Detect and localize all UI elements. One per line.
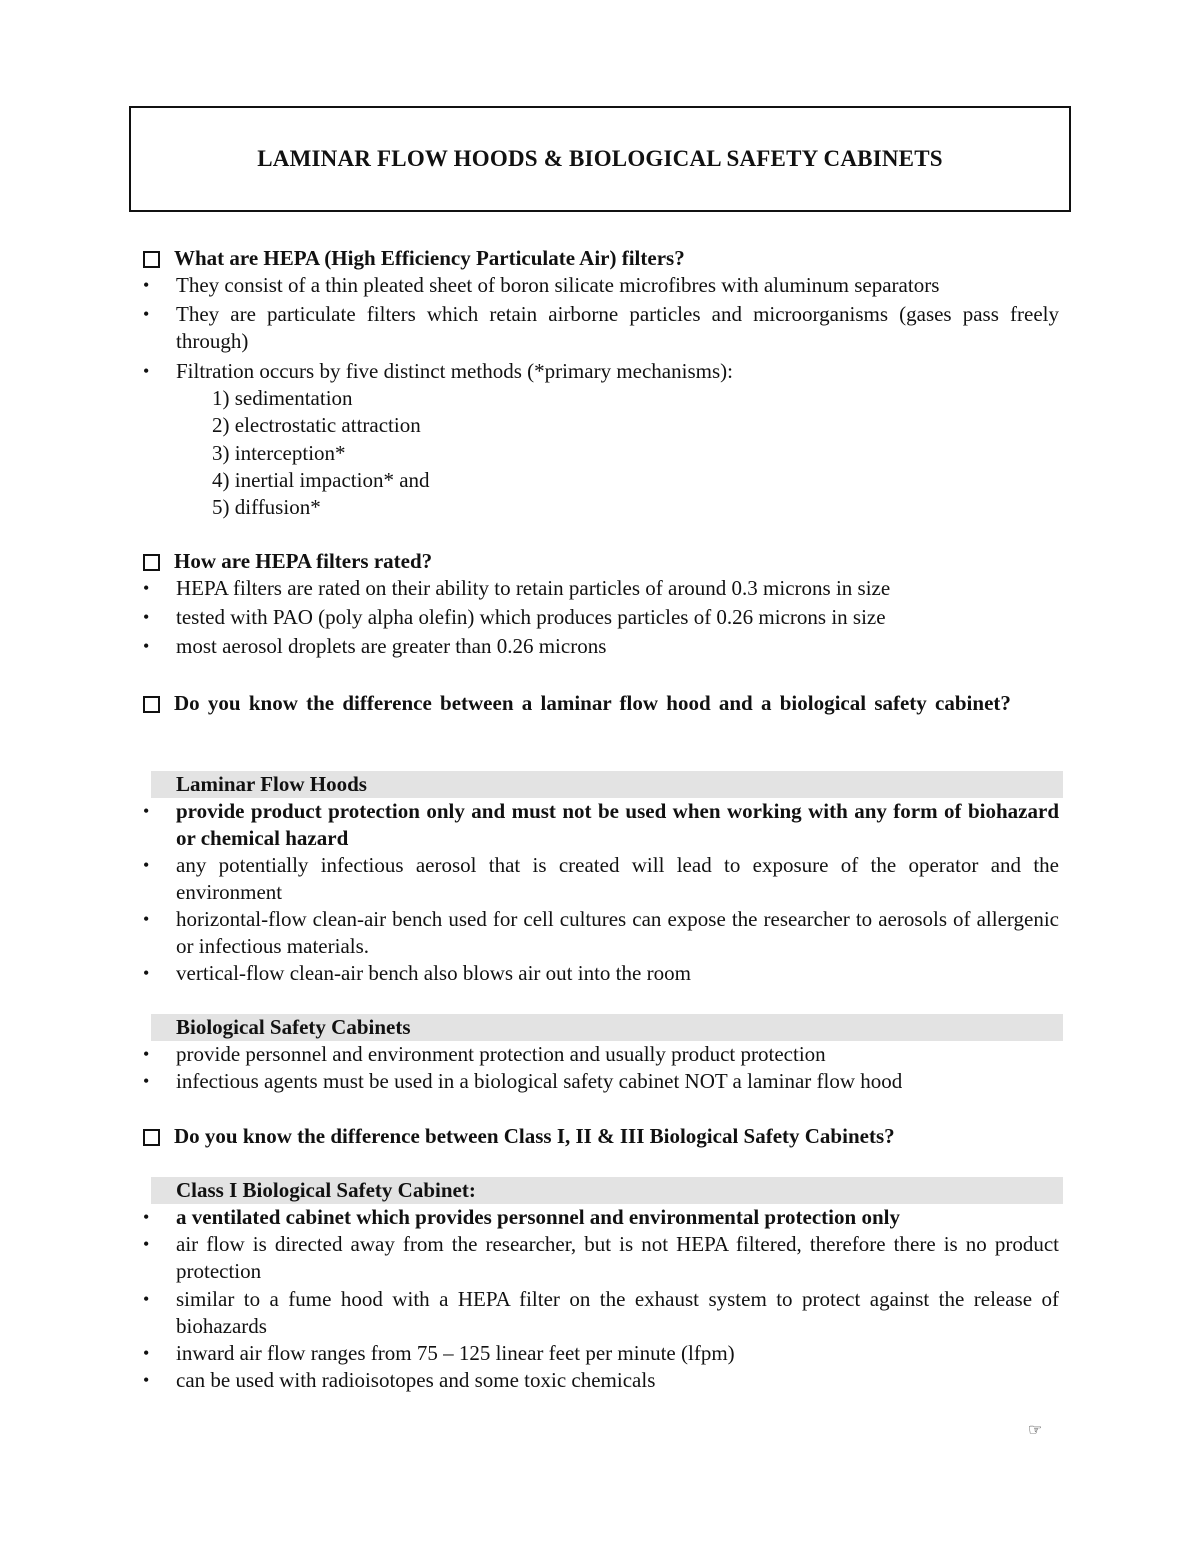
checkbox-icon (143, 1129, 160, 1146)
list-item (143, 1204, 1059, 1231)
list-item (143, 575, 1059, 602)
method-item: 5) diffusion* (212, 495, 321, 519)
bullet-icon: • (143, 607, 150, 627)
list-item (143, 1068, 1059, 1095)
list-item-text: vertical-flow clean-air bench also blows air out into the room (176, 961, 691, 985)
bullet-icon: • (143, 361, 150, 381)
list-item (143, 1286, 1059, 1340)
section-heading-bsc (151, 1014, 1063, 1041)
question-text: Do you know the difference between Class I, II & III Biological Safety Cabinets? (174, 1124, 895, 1148)
list-item-text: horizontal-flow clean-air bench used for cell cultures can expose the researcher to aerosols of allergenic or infectious materials. (176, 907, 1059, 958)
list-item (143, 604, 1059, 631)
title-box (129, 106, 1071, 212)
list-item-text: similar to a fume hood with a HEPA filter on the exhaust system to protect against the release of biohazards (176, 1287, 1059, 1338)
list-item (143, 1041, 1059, 1068)
section-heading-class1 (151, 1177, 1063, 1204)
bullet-icon: • (143, 801, 150, 821)
method-item: 4) inertial impaction* and (212, 468, 430, 492)
list-item (143, 1231, 1059, 1285)
list-item-text: They are particulate filters which retain airborne particles and microorganisms (gases pass freely through) (176, 302, 1059, 353)
section-heading-text: Biological Safety Cabinets (176, 1015, 411, 1039)
bullet-icon: • (143, 1207, 150, 1227)
section-heading-text: Class I Biological Safety Cabinet: (176, 1178, 476, 1202)
list-item-text: air flow is directed away from the researcher, but is not HEPA filtered, therefore there is no product protection (176, 1232, 1059, 1283)
question-text: Do you know the difference between a laminar flow hood and a biological safety cabinet? (174, 691, 1011, 715)
list-item-text: most aerosol droplets are greater than 0.26 microns (176, 634, 607, 658)
bullet-icon: • (143, 1343, 150, 1363)
bullet-icon: • (143, 855, 150, 875)
bullet-icon: • (143, 578, 150, 598)
list-item-text: infectious agents must be used in a biological safety cabinet NOT a laminar flow hood (176, 1069, 903, 1093)
bullet-icon: • (143, 1370, 150, 1390)
checkbox-icon (143, 696, 160, 713)
method-item: 2) electrostatic attraction (212, 413, 421, 437)
bullet-icon: • (143, 636, 150, 656)
bullet-icon: • (143, 909, 150, 929)
list-item-text: Filtration occurs by five distinct methods (*primary mechanisms): (176, 359, 733, 383)
list-item-text: tested with PAO (poly alpha olefin) which produces particles of 0.26 microns in size (176, 605, 886, 629)
section-heading-text: Laminar Flow Hoods (176, 772, 367, 796)
list-item (143, 798, 1059, 852)
question-text: How are HEPA filters rated? (174, 549, 433, 573)
bullet-icon: • (143, 1071, 150, 1091)
question-hepa (143, 245, 1059, 272)
list-item-text: any potentially infectious aerosol that is created will lead to exposure of the operator and the environment (176, 853, 1059, 904)
document-title: LAMINAR FLOW HOODS & BIOLOGICAL SAFETY CABINETS (257, 146, 943, 171)
list-item-text: inward air flow ranges from 75 – 125 linear feet per minute (lfpm) (176, 1341, 735, 1365)
checkbox-icon (143, 251, 160, 268)
list-item (143, 1367, 1059, 1394)
list-item-text: a ventilated cabinet which provides personnel and environmental protection only (176, 1205, 900, 1229)
list-item (143, 1340, 1059, 1367)
bullet-icon: • (143, 1289, 150, 1309)
method-item: 3) interception* (212, 441, 346, 465)
list-item-text: provide personnel and environment protection and usually product protection (176, 1042, 826, 1066)
list-item-text: can be used with radioisotopes and some toxic chemicals (176, 1368, 656, 1392)
list-item-text: HEPA filters are rated on their ability to retain particles of around 0.3 microns in size (176, 576, 891, 600)
list-item (143, 358, 1059, 385)
question-rating (143, 548, 1059, 575)
question-difference (143, 690, 1059, 717)
list-item-text: They consist of a thin pleated sheet of boron silicate microfibres with aluminum separators (176, 273, 940, 297)
list-item (143, 906, 1059, 960)
section-heading-laminar (151, 771, 1063, 798)
bullet-icon: • (143, 275, 150, 295)
bullet-icon: • (143, 304, 150, 324)
bullet-icon: • (143, 963, 150, 983)
list-item-text: provide product protection only and must not be used when working with any form of biohazard or chemical hazard (176, 799, 1059, 850)
checkbox-icon (143, 554, 160, 571)
list-item (143, 633, 1059, 660)
list-item (143, 272, 1059, 299)
pointing-hand-icon: ☞ (1028, 1422, 1043, 1439)
list-item (143, 301, 1059, 355)
bullet-icon: • (143, 1234, 150, 1254)
list-item (143, 960, 1059, 987)
method-item: 1) sedimentation (212, 386, 353, 410)
list-item (143, 852, 1059, 906)
question-text: What are HEPA (High Efficiency Particulate Air) filters? (174, 246, 685, 270)
bullet-icon: • (143, 1044, 150, 1064)
question-classes (143, 1123, 1059, 1150)
